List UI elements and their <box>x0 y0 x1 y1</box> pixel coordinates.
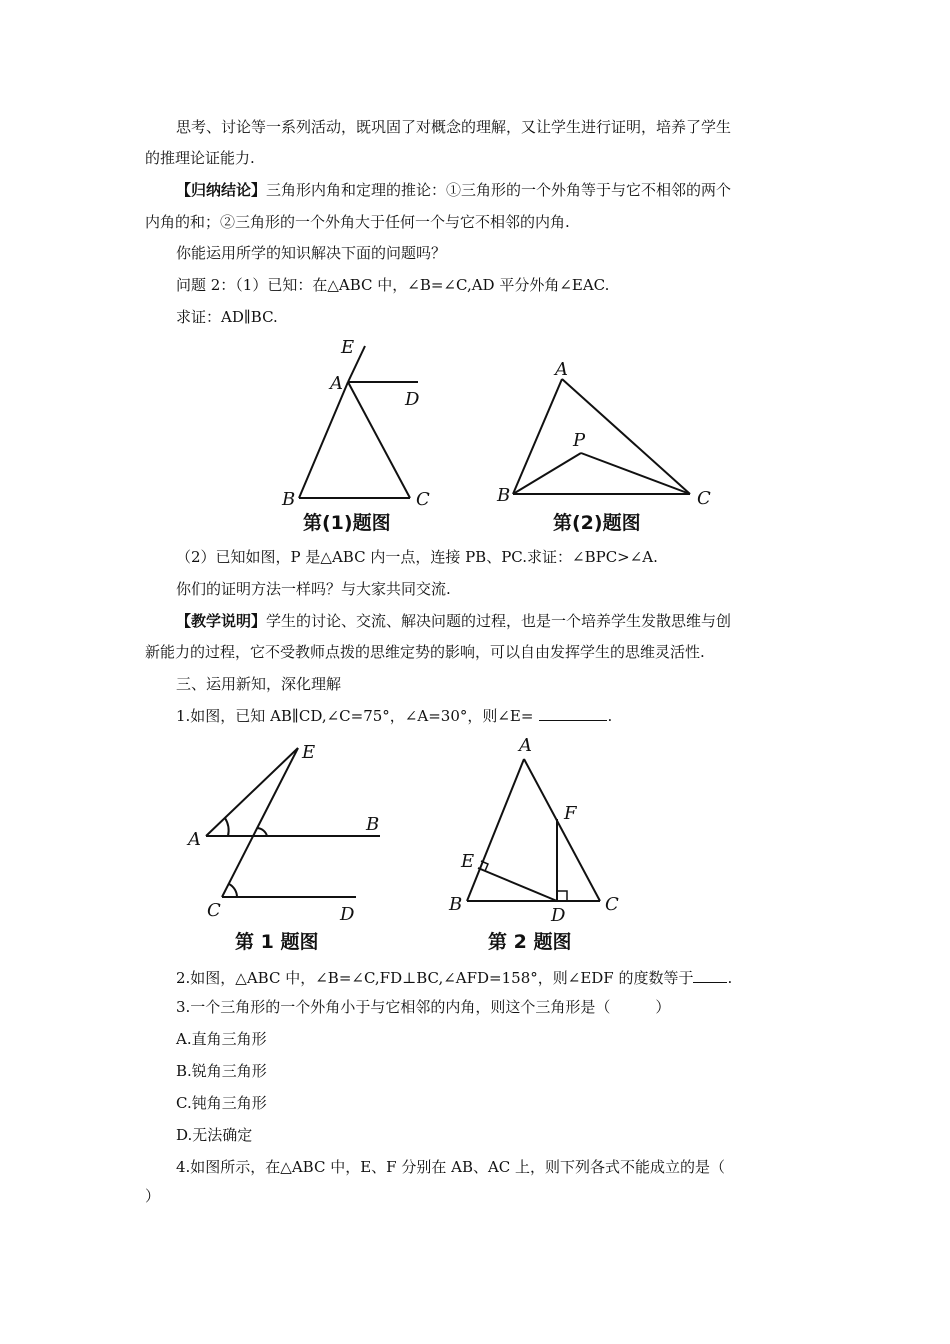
label-b: B <box>449 894 463 915</box>
figure-1-caption: 第(1)题图 <box>303 512 391 534</box>
prompt-text: 你能运用所学的知识解决下面的问题吗？ <box>176 244 447 262</box>
label-d: D <box>405 389 420 410</box>
label-a: A <box>519 735 532 756</box>
option-a: A.直角三角形 <box>176 1030 267 1048</box>
label-e: E <box>302 742 316 763</box>
figure-1 <box>299 346 418 498</box>
label-p: P <box>573 430 586 451</box>
option-b: B.锐角三角形 <box>176 1062 267 1080</box>
figure-4-caption: 第 2 题图 <box>488 931 572 953</box>
exercise-3: 3.一个三角形的一个外角小于与它相邻的内角，则这个三角形是（ ） <box>176 998 671 1016</box>
figure-3-caption: 第 1 题图 <box>235 931 319 953</box>
question-2-prove: 求证：AD∥BC. <box>176 308 278 326</box>
teaching-text: 学生的讨论、交流、解决问题的过程，也是一个培养学生发散思维与创 <box>266 612 732 630</box>
teaching-tag: 【教学说明】 <box>176 612 267 630</box>
figure-3 <box>206 748 380 897</box>
exercise-4-close: ） <box>145 1187 161 1205</box>
label-c: C <box>605 894 619 915</box>
section-heading: 三、运用新知，深化理解 <box>176 675 342 693</box>
label-c: C <box>416 489 430 510</box>
exercise-1-text: 1.如图，已知 AB∥CD,∠C=75°，∠A=30°，则∠E= <box>176 707 534 725</box>
paragraph-line: 内角的和；②三角形的一个外角大于任何一个与它不相邻的内角. <box>145 213 570 231</box>
label-c: C <box>207 900 221 921</box>
label-d: D <box>340 904 355 925</box>
figure-2-caption: 第(2)题图 <box>553 512 641 534</box>
option-d: D.无法确定 <box>176 1126 253 1144</box>
exercise-1-end: . <box>607 707 613 725</box>
label-b: B <box>366 814 380 835</box>
option-c: C.钝角三角形 <box>176 1094 267 1112</box>
question-2-part-2: （2）已知如图，P 是△ABC 内一点，连接 PB、PC.求证：∠BPC>∠A. <box>176 548 658 566</box>
label-e: E <box>341 337 355 358</box>
exercise-4: 4.如图所示，在△ABC 中，E、F 分别在 AB、AC 上，则下列各式不能成立的是（ <box>176 1158 726 1176</box>
question-2-part-1: 问题 2：（1）已知：在△ABC 中，∠B=∠C,AD 平分外角∠EAC. <box>176 276 610 294</box>
paragraph-line: 的推理论证能力. <box>145 149 255 167</box>
exercise-2-end: . <box>727 969 733 987</box>
discussion-text: 你们的证明方法一样吗？与大家共同交流. <box>176 580 451 598</box>
label-d: D <box>551 905 566 926</box>
exercise-2-text: 2.如图，△ABC 中，∠B=∠C,FD⊥BC,∠AFD=158°，则∠EDF 的度数等于 <box>176 969 694 987</box>
paragraph-line: 新能力的过程，它不受教师点拨的思维定势的影响，可以自由发挥学生的思维灵活性. <box>145 643 705 661</box>
label-f: F <box>564 803 577 824</box>
label-b: B <box>282 489 296 510</box>
label-a: A <box>555 359 568 380</box>
figure-4 <box>467 759 600 901</box>
summary-text: 三角形内角和定理的推论：①三角形的一个外角等于与它不相邻的两个 <box>266 181 732 199</box>
summary-tag: 【归纳结论】 <box>176 181 267 199</box>
paragraph-line: 思考、讨论等一系列活动，既巩固了对概念的理解，又让学生进行证明，培养了学生 <box>176 118 732 136</box>
label-e: E <box>461 851 475 872</box>
label-a: A <box>188 829 201 850</box>
label-c: C <box>697 488 711 509</box>
label-a: A <box>330 373 343 394</box>
label-b: B <box>497 485 511 506</box>
figure-2 <box>513 379 690 494</box>
